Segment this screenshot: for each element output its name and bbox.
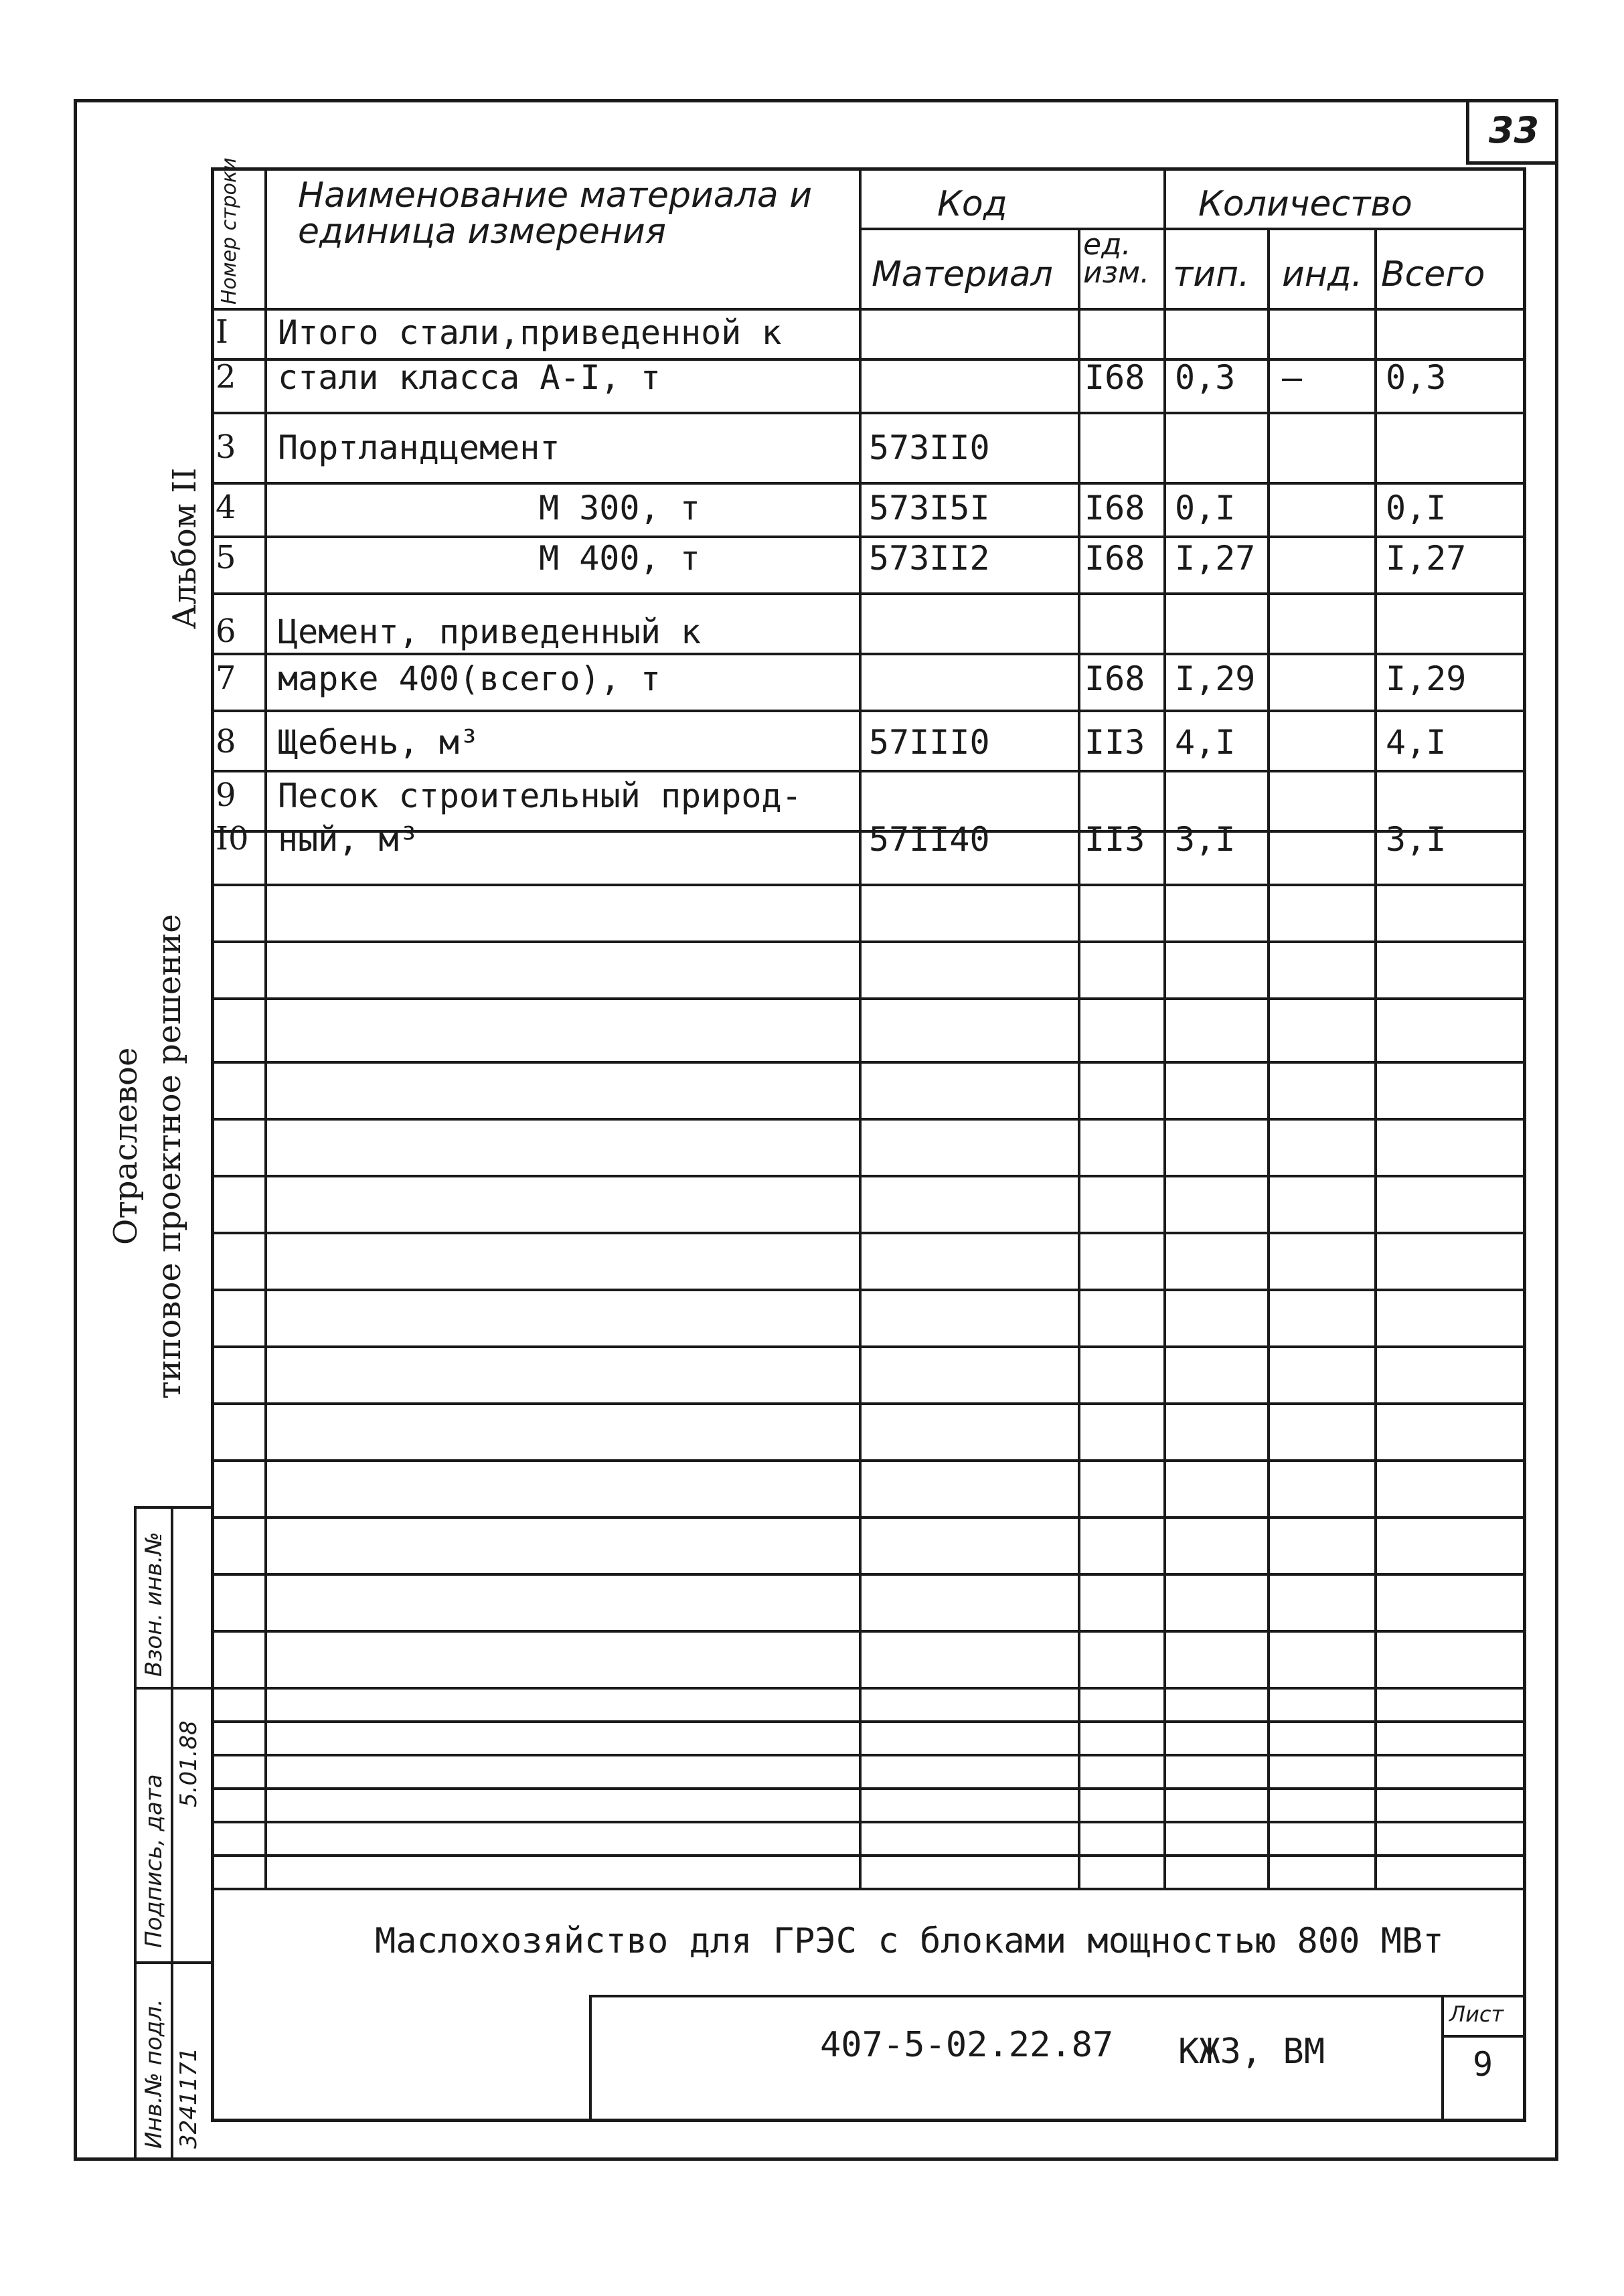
row-name: Итого стали,приведенной к [278,313,782,352]
stamp-sign: Подпись, дата [141,1774,167,1948]
row-number: 5 [216,539,236,576]
row-code: 57II40 [869,820,990,859]
row-line [211,536,1526,538]
row-line [211,1232,1526,1234]
stamp-divider [134,1961,211,1964]
row-line [211,1118,1526,1121]
header-unit [1083,228,1160,290]
title-block-line [1441,1995,1444,2122]
header-material: Материал [872,254,1053,295]
header-total: Всего [1381,254,1485,295]
row-name: Песок строительный природ- [278,776,802,815]
row-line [211,997,1526,1000]
title-block-line [1441,2035,1526,2038]
header-quantity: Количество [1198,184,1412,224]
row-name: стали класса А-I, т [278,358,661,397]
album-label: Альбом II [166,467,204,629]
title-block-line [211,1888,1526,1890]
row-line [211,412,1526,414]
row-number: I [216,313,228,351]
row-line [211,653,1526,655]
row-number: 4 [216,489,236,526]
row-line [211,1630,1526,1633]
page-mark: 33 [1466,99,1558,165]
row-line [211,1573,1526,1576]
row-name: Щебень, м³ [278,723,480,762]
row-line [211,1345,1526,1348]
stamp-inv: 3241171 [175,2047,202,2149]
row-line [211,1459,1526,1462]
row-line [211,1402,1526,1405]
header-name: Наименование материала и единица измерения [298,175,813,252]
stamp-divider [134,1506,211,1509]
document-code: 407-5-02.22.87 [820,2025,1114,2065]
row-typ: 4,I [1175,723,1236,762]
row-line [211,1175,1526,1177]
header-ind: инд. [1282,254,1363,295]
row-total: 0,3 [1386,358,1447,397]
row-line [211,1821,1526,1823]
header-line [211,308,1526,311]
row-line [211,770,1526,772]
row-name: М 400, т [539,539,700,578]
row-total: I,29 [1386,659,1467,698]
stamp-divider [134,1506,137,2159]
header-code: Код [937,184,1007,224]
row-number: 6 [216,612,236,650]
row-number: I0 [216,820,249,857]
row-name: Портландцемент [278,428,560,467]
header-line [859,228,1526,230]
row-typ: 0,3 [1175,358,1236,397]
row-line [211,884,1526,886]
row-line [211,710,1526,712]
row-total: 0,I [1386,489,1447,527]
header-name-1 [298,177,833,250]
stamp-date: 5.01.88 [175,1720,202,1807]
stamp-zam: Взон. инв.№ [141,1532,167,1677]
col-line [1267,228,1270,1888]
row-unit: I68 [1084,539,1145,578]
row-line [211,1754,1526,1756]
row-typ: 0,I [1175,489,1236,527]
row-code: 57III0 [869,723,990,762]
row-number: 9 [216,776,236,814]
row-line [211,482,1526,485]
title-block-line [589,1995,592,2122]
row-line [211,592,1526,595]
col-line [1078,228,1080,1888]
row-line [211,1687,1526,1690]
row-name: М 300, т [539,489,700,527]
row-typ: I,29 [1175,659,1256,698]
row-total: 4,I [1386,723,1447,762]
row-line [211,1720,1526,1723]
stamp-divider [171,1506,173,2159]
header-unit-text: ед. изм. [1083,228,1150,290]
row-line [211,1787,1526,1790]
row-number: 2 [216,358,236,396]
row-line [211,940,1526,943]
row-number: 7 [216,659,236,697]
row-code: 573II2 [869,539,990,578]
row-unit: I68 [1084,358,1145,397]
row-unit: I68 [1084,489,1145,527]
solution-line1: Отраслевое [107,1047,145,1245]
row-name: марке 400(всего), т [278,659,661,698]
row-name: Цемент, приведенный к [278,612,702,651]
row-unit: II3 [1084,723,1145,762]
col-line [1374,228,1377,1888]
row-name: ный, м³ [278,820,419,859]
header-row-num: Номер строки [218,157,241,305]
header-typ: тип. [1173,254,1250,295]
row-code: 573II0 [869,428,990,467]
title-block-line [589,1995,1526,1997]
row-typ: 3,I [1175,820,1236,859]
row-line [211,1516,1526,1519]
row-line [211,1289,1526,1291]
document-title: Маслохозяйство для ГРЭС с блоками мощностью 800 МВт [375,1921,1444,1961]
solution-line2: типовое проектное решение [151,914,188,1399]
sheet-label: Лист [1449,2001,1504,2027]
row-code: 573I5I [869,489,990,527]
row-total: I,27 [1386,539,1467,578]
row-unit: II3 [1084,820,1145,859]
row-unit: I68 [1084,659,1145,698]
row-line [211,1854,1526,1857]
row-number: 3 [216,428,236,466]
row-number: 8 [216,723,236,760]
row-typ: I,27 [1175,539,1256,578]
row-ind: – [1282,358,1303,397]
row-line [211,1061,1526,1064]
row-total: 3,I [1386,820,1447,859]
stamp-divider [134,1687,211,1690]
document-mark: КЖЗ, ВМ [1178,2032,1325,2072]
stamp-podl: Инв.№ подл. [141,1999,167,2149]
sheet-number: 9 [1473,2045,1493,2084]
